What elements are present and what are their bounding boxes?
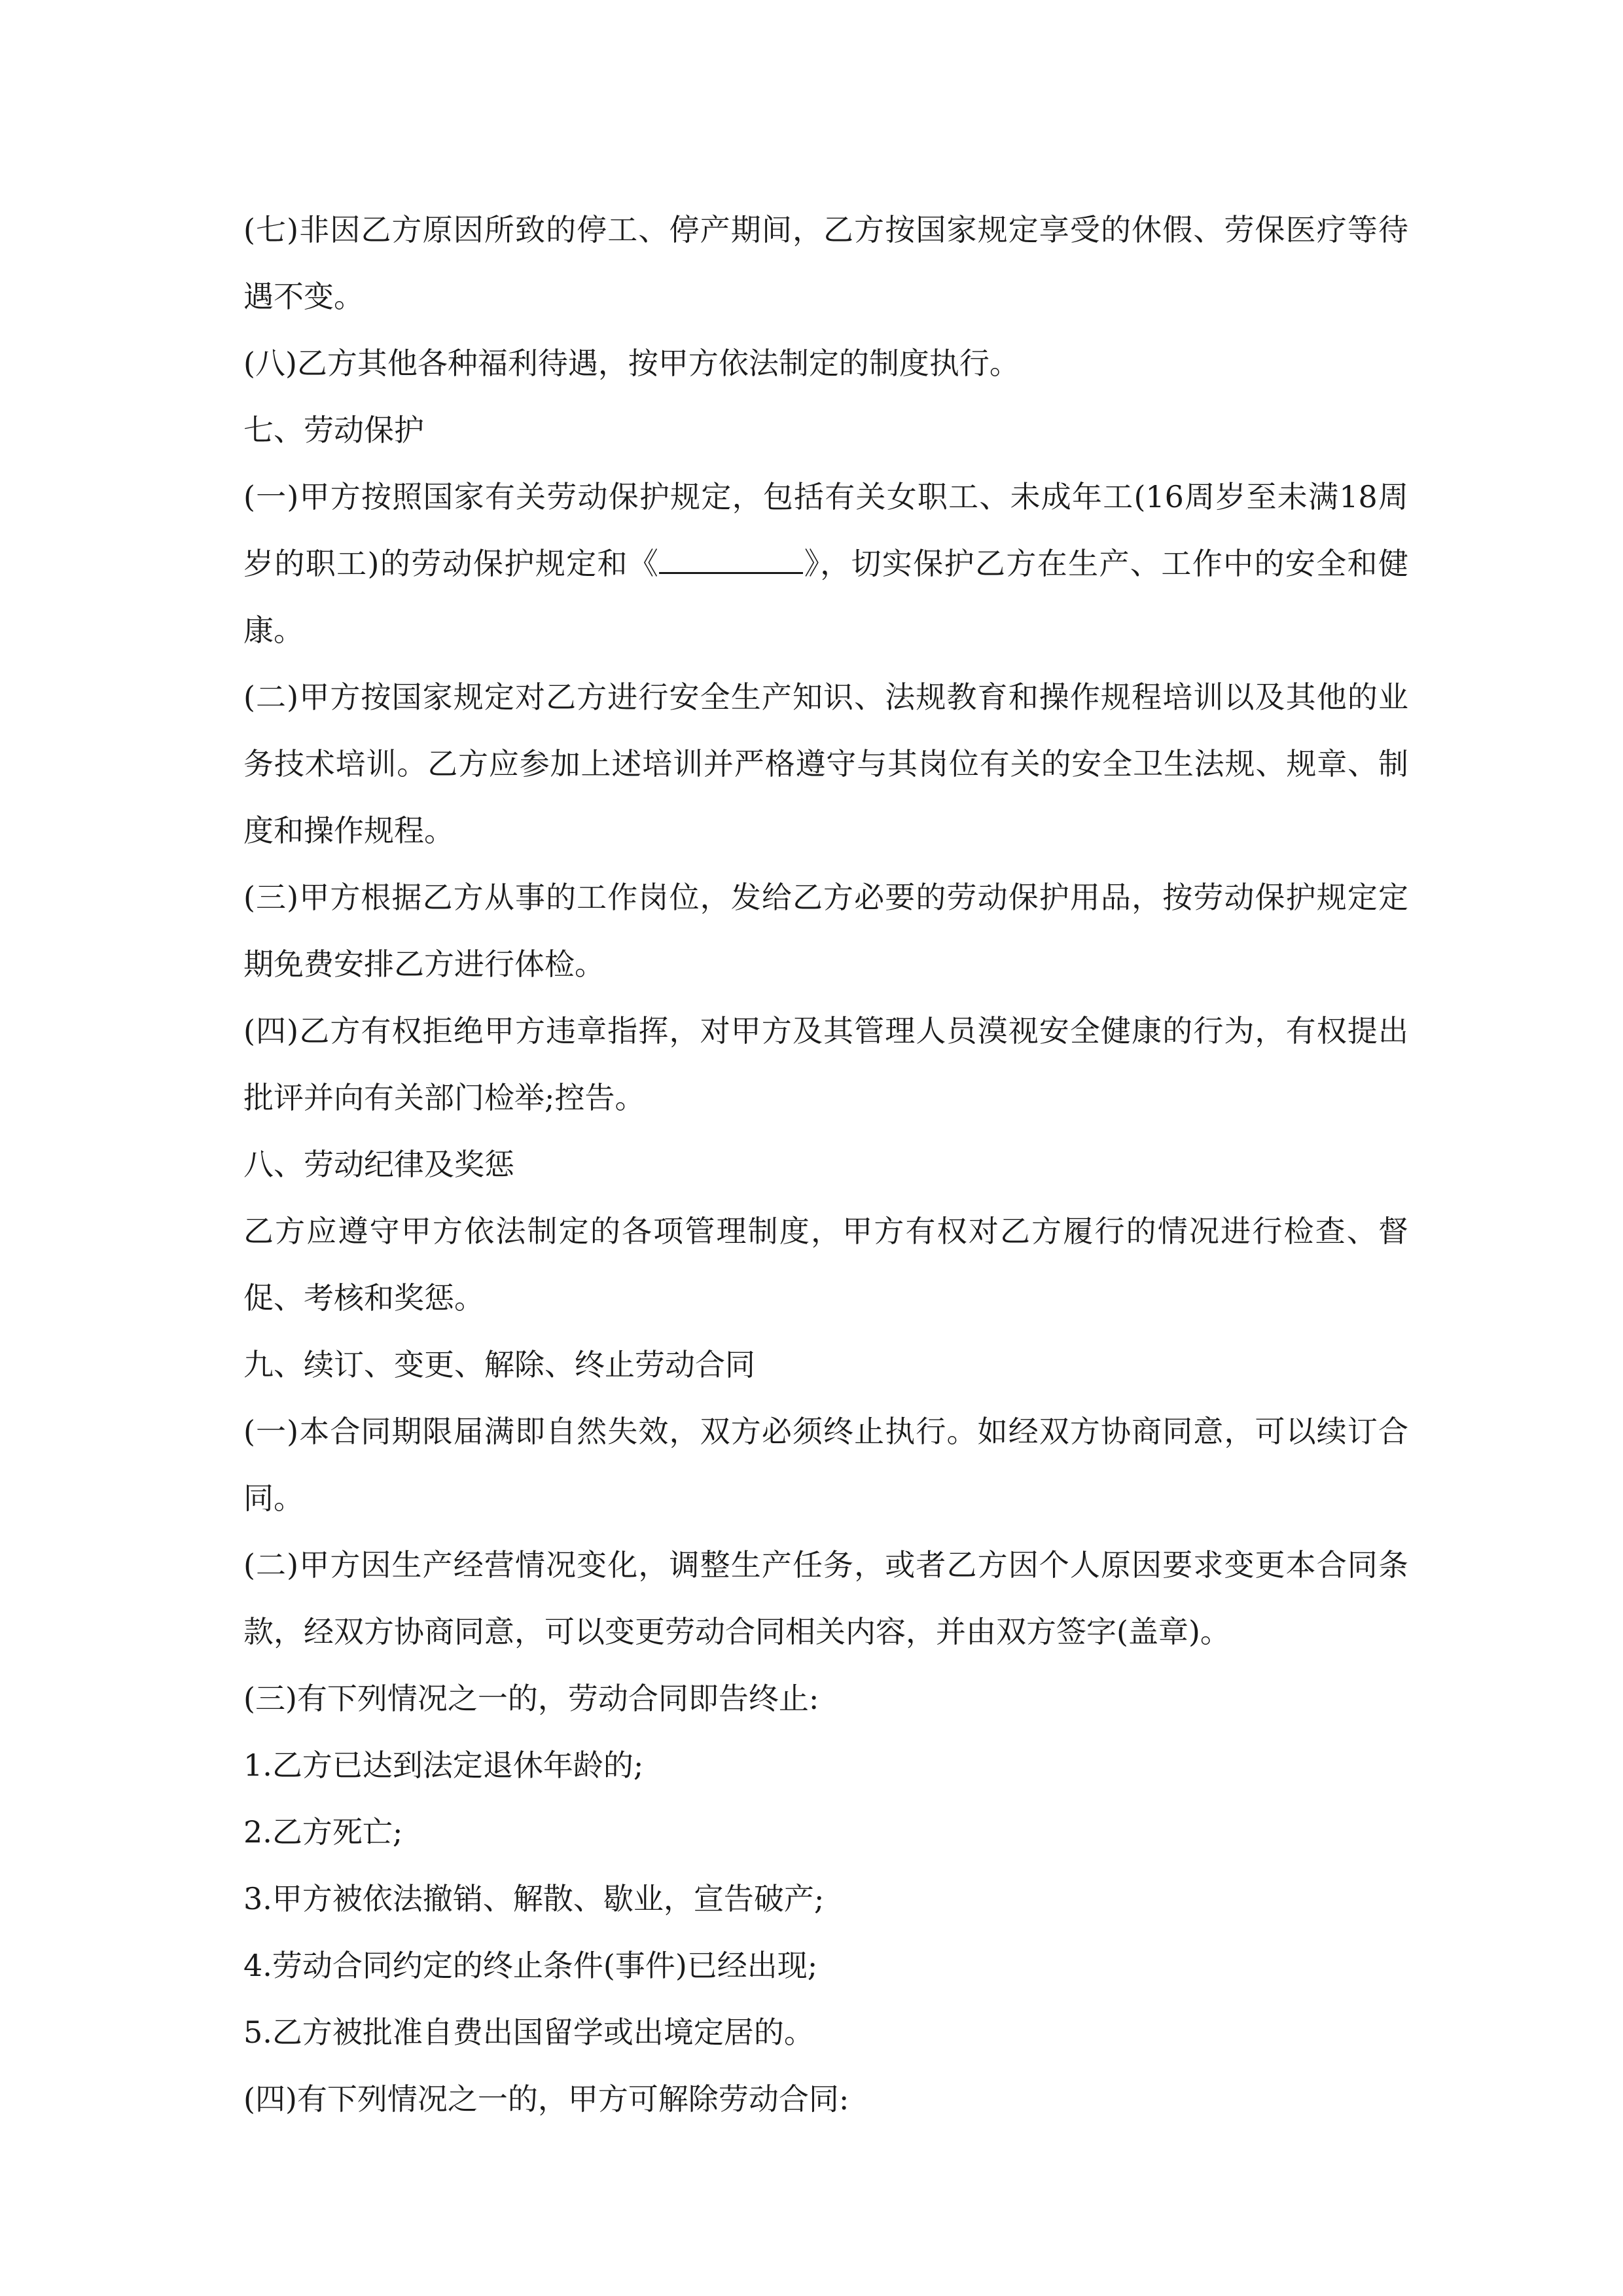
list-item-termination-5: 5.乙方被批准自费出国留学或出境定居的。	[243, 2015, 814, 2050]
paragraph-labor-protection-2: (二)甲方按国家规定对乙方进行安全生产知识、法规教育和操作规程培训以及其他的业务技术培训。乙方应参加上述培训并严格遵守与其岗位有关的安全卫生法规、规章、制度和操作规程。	[243, 679, 1408, 848]
paragraph-labor-protection-4: (四)乙方有权拒绝甲方违章指挥，对甲方及其管理人员漠视安全健康的行为，有权提出批评并向有关部门检举;控告。	[243, 1013, 1408, 1115]
list-item-termination-4: 4.劳动合同约定的终止条件(事件)已经出现;	[243, 1948, 818, 1983]
list-item-termination-1: 1.乙方已达到法定退休年龄的;	[243, 1748, 644, 1783]
paragraph-contract-2: (二)甲方因生产经营情况变化，调整生产任务，或者乙方因个人原因要求变更本合同条款，经双方协商同意，可以变更劳动合同相关内容，并由双方签字(盖章)。	[243, 1547, 1408, 1649]
labor-protection-1-text-after: 》，切实保护乙方在生产、工作中的安全和健康。	[243, 546, 1409, 648]
paragraph-contract-3: (三)有下列情况之一的，劳动合同即告终止:	[243, 1681, 819, 1716]
paragraph-contract-1: (一)本合同期限届满即自然失效，双方必须终止执行。如经双方协商同意，可以续订合同。	[243, 1414, 1408, 1516]
list-item-termination-2: 2.乙方死亡;	[243, 1814, 403, 1850]
paragraph-benefit-8: (八)乙方其他各种福利待遇，按甲方依法制定的制度执行。	[243, 346, 1020, 381]
section-heading-contract: 九、续订、变更、解除、终止劳动合同	[243, 1347, 755, 1382]
paragraph-discipline: 乙方应遵守甲方依法制定的各项管理制度，甲方有权对乙方履行的情况进行检查、督促、考核和奖惩。	[243, 1213, 1408, 1316]
paragraph-labor-protection-1	[243, 463, 1408, 664]
section-heading-labor-protection: 七、劳动保护	[243, 412, 424, 448]
paragraph-labor-protection-3: (三)甲方根据乙方从事的工作岗位，发给乙方必要的劳动保护用品，按劳动保护规定定期免费安排乙方进行体检。	[243, 880, 1408, 982]
list-item-termination-3: 3.甲方被依法撤销、解散、歇业，宣告破产;	[243, 1881, 825, 1916]
labor-protection-1-text-before: (一)甲方按照国家有关劳动保护规定，包括有关女职工、未成年工(16周岁至未满18周岁的职工)的劳动保护规定和《	[243, 479, 1408, 581]
fill-in-blank	[659, 542, 803, 574]
document-page	[243, 196, 1408, 2132]
paragraph-contract-4: (四)有下列情况之一的，甲方可解除劳动合同:	[243, 2081, 849, 2117]
paragraph-benefit-7: (七)非因乙方原因所致的停工、停产期间，乙方按国家规定享受的休假、劳保医疗等待遇不变。	[243, 212, 1408, 314]
section-heading-discipline: 八、劳动纪律及奖惩	[243, 1147, 514, 1182]
